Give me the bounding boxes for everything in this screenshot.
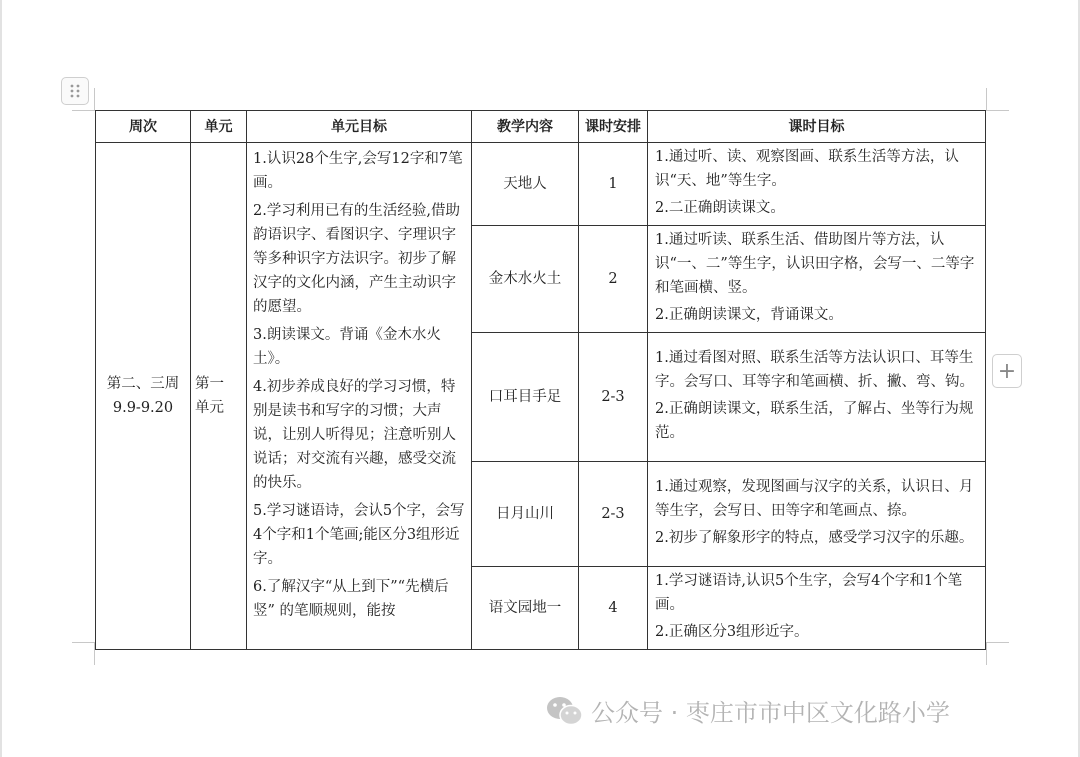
- header-unit-goals: 单元目标: [247, 111, 472, 143]
- hours-cell[interactable]: 2-3: [579, 462, 648, 567]
- lesson-goals-cell[interactable]: [648, 143, 986, 226]
- header-unit: 单元: [191, 111, 247, 143]
- watermark: [545, 693, 950, 728]
- hours-cell[interactable]: 2: [579, 226, 648, 333]
- unit-line1: 第一: [195, 376, 224, 392]
- lesson-goals-cell[interactable]: [648, 333, 986, 462]
- table-drag-handle[interactable]: [61, 77, 89, 105]
- unit-goal: 1.认识28个生字,会写12字和7笔画。: [253, 151, 463, 191]
- plus-icon: +: [997, 358, 1017, 384]
- header-hours: 课时安排: [579, 111, 648, 143]
- lesson-plan-table: [95, 110, 986, 650]
- unit-cell[interactable]: [191, 143, 247, 650]
- lesson-goal: 2.正确朗读课文，联系生活，了解占、坐等行为规范。: [655, 401, 974, 441]
- lesson-goals-cell[interactable]: [648, 567, 986, 650]
- wechat-icon: [545, 694, 585, 728]
- unit-goal: 2.学习利用已有的生活经验,借助韵语识字、看图识字、字理识字等多种识字方法识字。初步了解汉字的文化内涵，产生主动识字的愿望。: [253, 203, 460, 315]
- unit-goal: 6.了解汉字“从上到下”“先横后竖” 的笔顺规则，能按: [253, 579, 449, 619]
- add-column-button[interactable]: [992, 354, 1022, 388]
- header-content: 教学内容: [472, 111, 579, 143]
- unit-line2: 单元: [195, 400, 224, 416]
- lesson-goals-cell[interactable]: [648, 462, 986, 567]
- lesson-goal: 1.学习谜语诗,认识5个生字，会写4个字和1个笔画。: [655, 573, 963, 613]
- lesson-goal: 1.通过听读、联系生活、借助图片等方法，认识“一、二”等生字，认识田字格，会写一、二等字和笔画横、竖。: [655, 232, 975, 296]
- page-left-edge: [0, 0, 2, 757]
- lesson-goal: 2.正确朗读课文，背诵课文。: [655, 307, 843, 323]
- drag-dots-icon: [69, 84, 81, 98]
- lesson-goal: 2.初步了解象形字的特点，感受学习汉字的乐趣。: [655, 530, 974, 546]
- lesson-goal: 1.通过听、读、观察图画、联系生活等方法，认识“天、地”等生字。: [655, 149, 959, 189]
- week-dates: 9.9-9.20: [112, 400, 174, 416]
- watermark-text: 公众号 · 枣庄市市中区文化路小学: [591, 699, 950, 727]
- unit-goal: 4.初步养成良好的学习习惯，特别是读书和写字的习惯；大声说，让别人听得见；注意听别人说话；对交流有兴趣，感受交流的快乐。: [253, 379, 456, 491]
- content-cell[interactable]: 日月山川: [472, 462, 579, 567]
- hours-cell[interactable]: 4: [579, 567, 648, 650]
- unit-goal: 5.学习谜语诗，会认5个字，会写4个字和1个笔画;能区分3组形近字。: [253, 503, 465, 567]
- margin-corner-bottom-right: [986, 642, 1009, 665]
- week-label: 第二、三周: [106, 376, 180, 392]
- table-row: [96, 143, 986, 226]
- hours-cell[interactable]: 1: [579, 143, 648, 226]
- lesson-goal: 1.通过看图对照、联系生活等方法认识口、耳等生字。会写口、耳等字和笔画横、折、撇、弯、钩。: [655, 350, 974, 390]
- content-cell[interactable]: 天地人: [472, 143, 579, 226]
- lesson-goal: 2.二正确朗读课文。: [655, 200, 785, 216]
- unit-goal: 3.朗读课文。背诵《金木水火土》。: [253, 327, 441, 367]
- header-row: [96, 111, 986, 143]
- margin-corner-top-right: [986, 88, 1009, 111]
- lesson-goal: 2.正确区分3组形近字。: [655, 624, 809, 640]
- unit-goals-cell[interactable]: [247, 143, 472, 650]
- margin-corner-bottom-left: [72, 642, 95, 665]
- lesson-goal: 1.通过观察，发现图画与汉字的关系，认识日、月等生字，会写日、田等字和笔画点、捺。: [655, 479, 974, 519]
- lesson-goals-cell[interactable]: [648, 226, 986, 333]
- content-cell[interactable]: 口耳目手足: [472, 333, 579, 462]
- header-lesson-goals: 课时目标: [648, 111, 986, 143]
- week-cell[interactable]: [96, 143, 191, 650]
- content-cell[interactable]: 语文园地一: [472, 567, 579, 650]
- content-cell[interactable]: 金木水火土: [472, 226, 579, 333]
- header-week: 周次: [96, 111, 191, 143]
- hours-cell[interactable]: 2-3: [579, 333, 648, 462]
